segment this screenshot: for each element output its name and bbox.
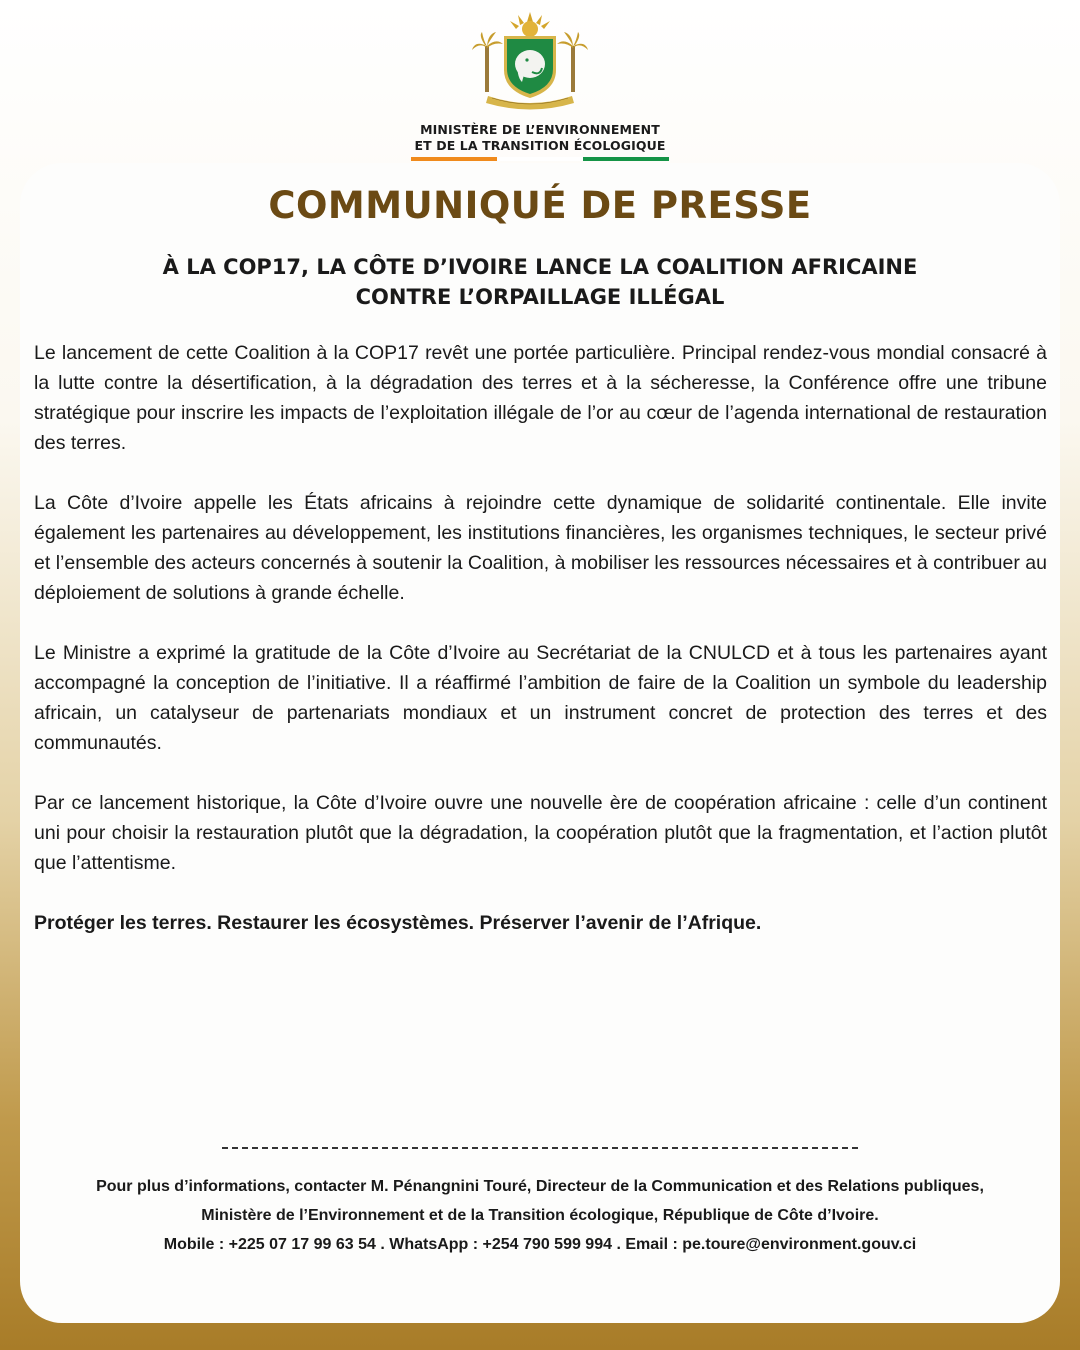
sun-icon — [510, 12, 550, 37]
headline-line1: À LA COP17, LA CÔTE D’IVOIRE LANCE LA COALITION AFRICAINE — [162, 255, 918, 279]
page-title: COMMUNIQUÉ DE PRESSE — [268, 184, 812, 227]
footer-line1: Pour plus d’informations, contacter M. Pénangnini Touré, Directeur de la Communication et des Relations publiques, — [96, 1178, 984, 1195]
contact-footer — [40, 1172, 1040, 1259]
palm-tree-right-icon — [557, 32, 588, 92]
headline-line2: CONTRE L’ORPAILLAGE ILLÉGAL — [355, 285, 725, 309]
flag-white-stripe — [497, 157, 583, 161]
paragraph: Le Ministre a exprimé la gratitude de la Côte d’Ivoire au Secrétariat de la CNULCD et à tous les partenaires ayant accompagné la conception de l’initiative. Il a réaffirmé l’ambition de faire de la Coalition un symbole du leadership africain, un catalyseur de partenariats mondiaux et un instrument concret de protection des terres et des communautés. — [34, 642, 1047, 754]
ministry-name — [340, 122, 740, 154]
paragraph: Le lancement de cette Coalition à la COP17 revêt une portée particulière. Principal rendez-vous mondial consacré à la lutte contre la désertification, à la dégradation des terres et à la sécheresse, la Conférence offre une tribune stratégique pour inscrire les impacts de l’exploitation illégale de l’or au cœur de l’agenda international de restauration des terres. — [34, 342, 1047, 454]
footer-contact-line: Mobile : +225 07 17 99 63 54 . WhatsApp : +254 790 599 994 . Email : pe.toure@environment.gouv.ci — [163, 1236, 917, 1253]
headline — [60, 252, 1020, 312]
ministry-name-line2: ET DE LA TRANSITION ÉCOLOGIQUE — [414, 138, 666, 153]
flag-color-bar — [411, 157, 669, 161]
footer-line2: Ministère de l’Environnement et de la Transition écologique, République de Côte d’Ivoire. — [201, 1207, 879, 1224]
flag-green-stripe — [583, 157, 669, 161]
coat-of-arms-emblem — [470, 10, 590, 110]
flag-orange-stripe — [411, 157, 497, 161]
paragraph: Par ce lancement historique, la Côte d’Ivoire ouvre une nouvelle ère de coopération africaine : celle d’un continent uni pour choisir la restauration plutôt que la dégradation, la coopération plutôt que la fragmentation, et l’action plutôt que l’attentisme. — [34, 792, 1047, 874]
article-body — [34, 338, 1047, 938]
footer-divider — [222, 1147, 858, 1149]
shield-icon — [504, 36, 556, 98]
palm-tree-left-icon — [472, 32, 503, 92]
paragraph: La Côte d’Ivoire appelle les États africains à rejoindre cette dynamique de solidarité continentale. Elle invite également les partenaires au développement, les institutions financières, les organismes techniques, le secteur privé et l’ensemble des acteurs concernés à soutenir la Coalition, à mobiliser les ressources nécessaires et à contribuer au déploiement de solutions à grande échelle. — [34, 492, 1047, 604]
closing-statement: Protéger les terres. Restaurer les écosystèmes. Préserver l’avenir de l’Afrique. — [34, 912, 762, 934]
motto-banner — [486, 96, 574, 110]
header — [0, 0, 1080, 170]
ministry-name-line1: MINISTÈRE DE L’ENVIRONNEMENT — [420, 122, 660, 137]
